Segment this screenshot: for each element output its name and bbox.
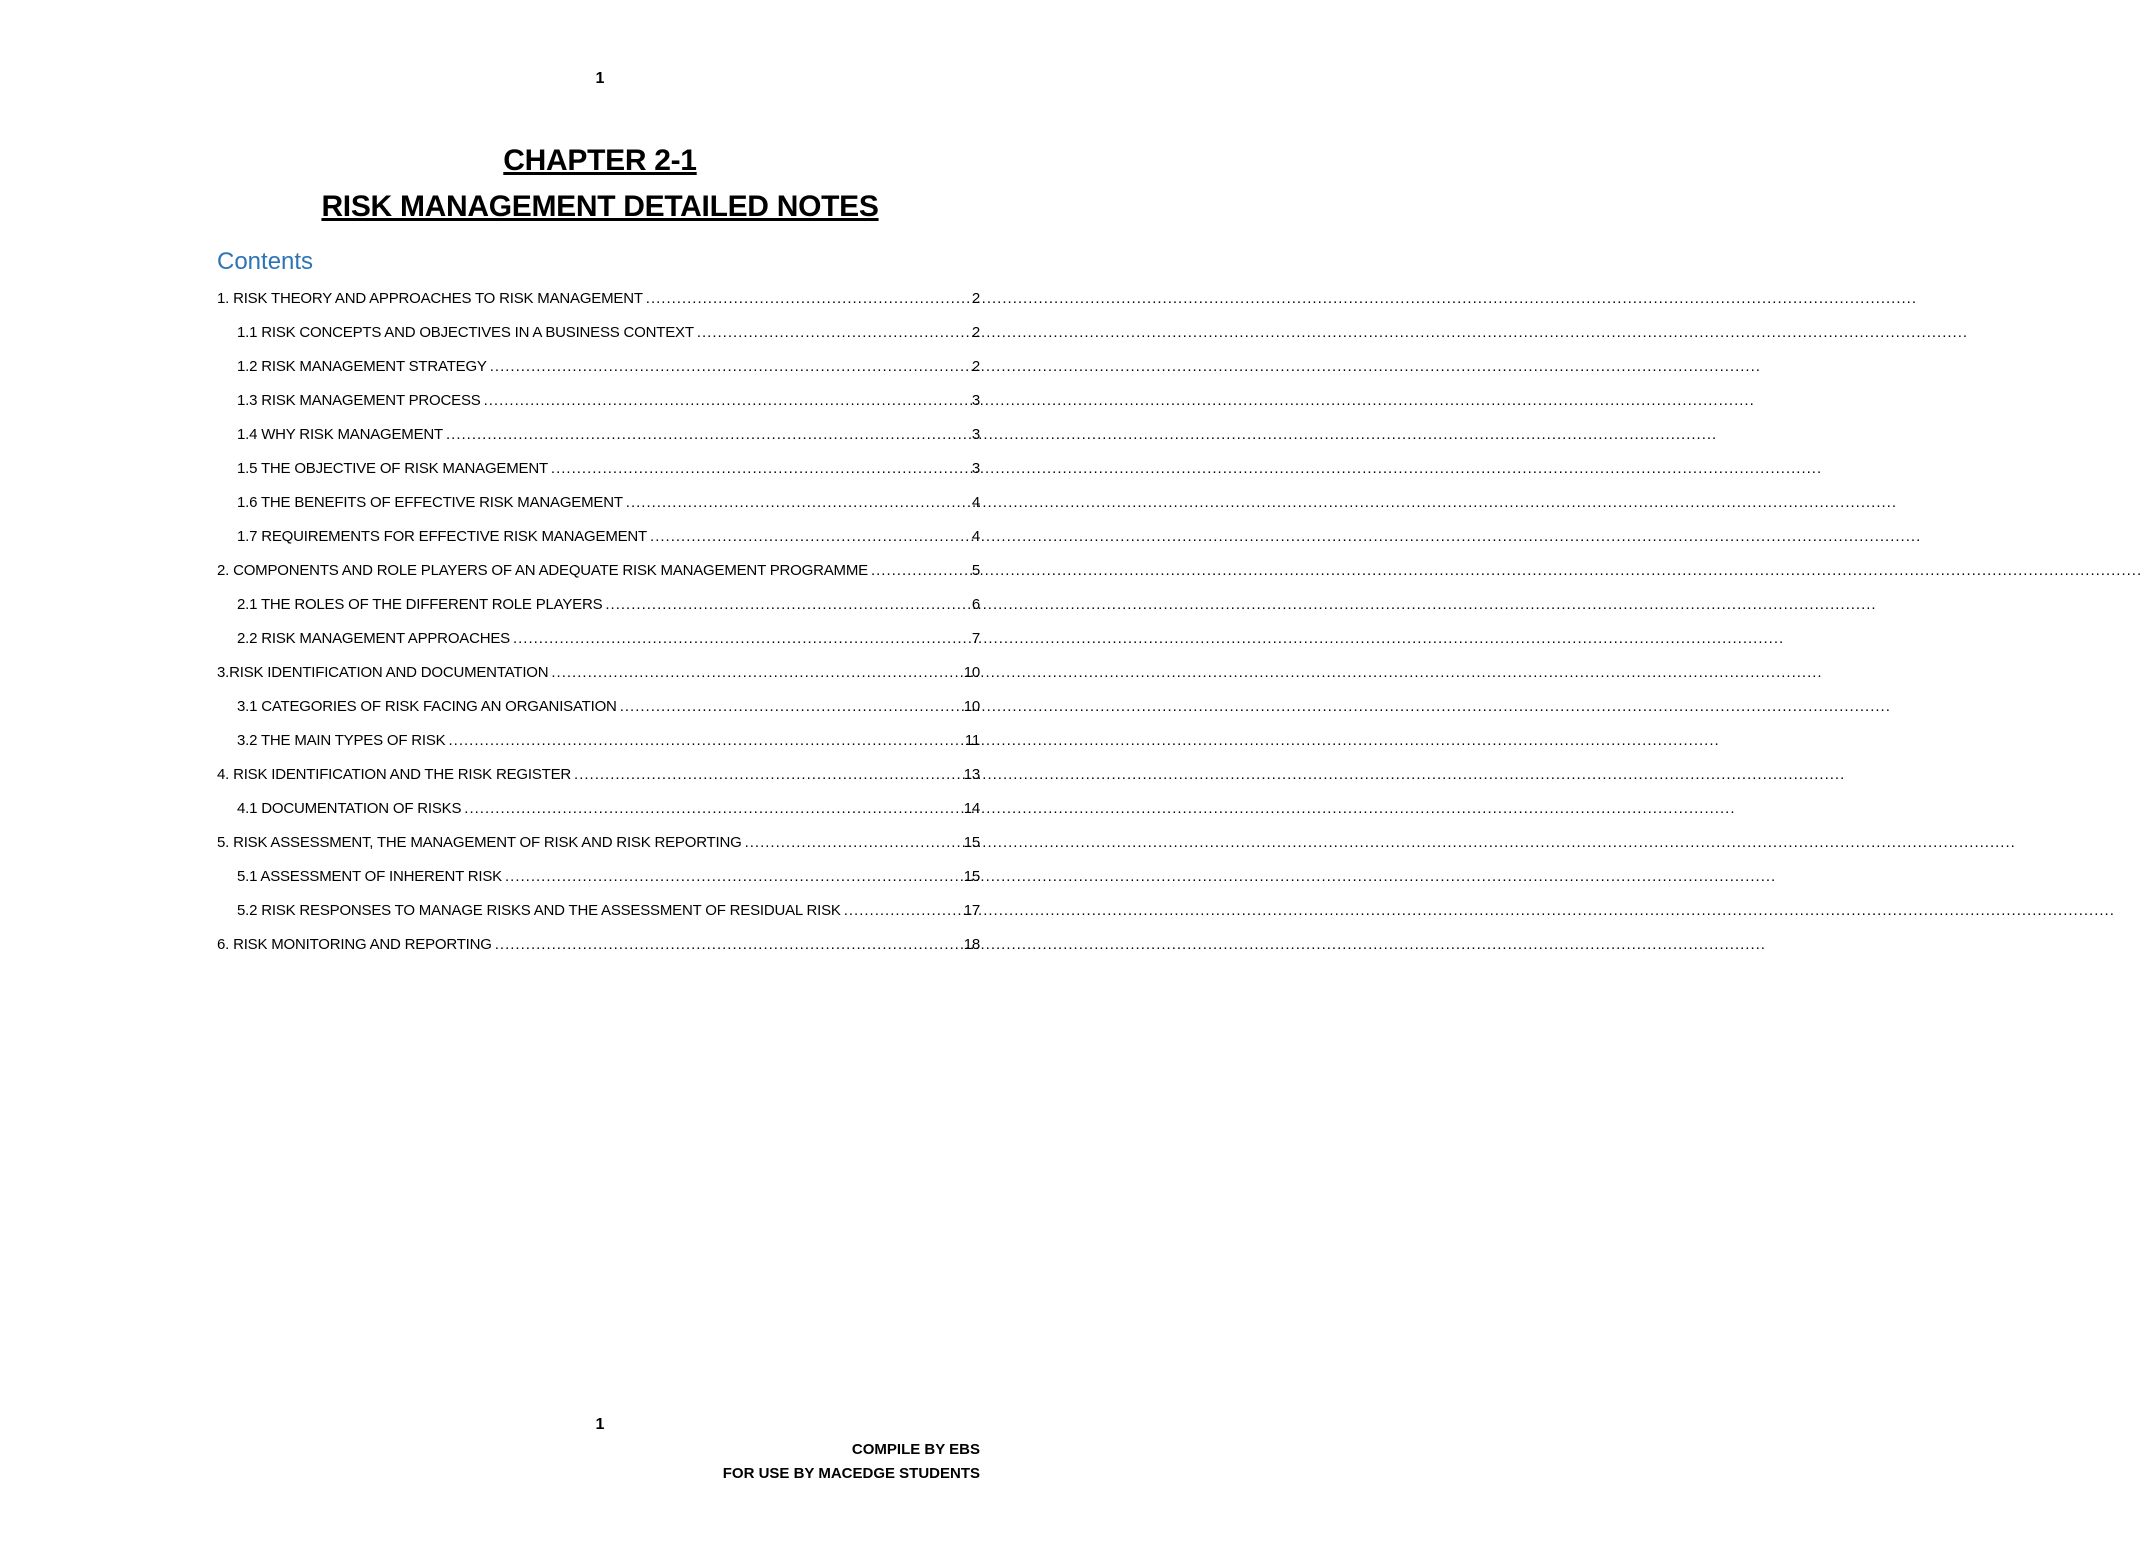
- toc-entry[interactable]: [217, 418, 980, 452]
- toc-entry-page: 17: [963, 902, 980, 919]
- toc-entry-title: 4. RISK IDENTIFICATION AND THE RISK REGISTER: [217, 766, 572, 783]
- toc-dot-leader: [446, 418, 969, 452]
- toc-entry-title: 4.1 DOCUMENTATION OF RISKS: [237, 800, 462, 817]
- toc-dot-leader: [871, 554, 969, 588]
- footer-compiler: COMPILE BY EBS: [851, 1441, 980, 1458]
- toc-dot-leader: [697, 316, 969, 350]
- toc-dot-leader: [551, 452, 969, 486]
- toc-entry-title: 6. RISK MONITORING AND REPORTING: [217, 936, 492, 953]
- toc-entry-page: 10: [963, 698, 980, 715]
- toc-dot-leader: [495, 928, 961, 962]
- toc-entry-title: 1.7 REQUIREMENTS FOR EFFECTIVE RISK MANAGEMENT: [237, 528, 648, 545]
- document-title: [0, 138, 1200, 230]
- toc-entry-page: 14: [963, 800, 980, 817]
- contents-heading: Contents: [217, 248, 314, 275]
- toc-dot-leader: [464, 792, 960, 826]
- toc-entry[interactable]: [217, 588, 980, 622]
- toc-entry-page: 6: [971, 596, 980, 613]
- toc-entry[interactable]: [217, 860, 980, 894]
- toc-entry-title: 1.2 RISK MANAGEMENT STRATEGY: [237, 358, 487, 375]
- toc-entry-page: 3: [971, 460, 980, 477]
- toc-entry-title: 5.2 RISK RESPONSES TO MANAGE RISKS AND THE ASSESSMENT OF RESIDUAL RISK: [237, 902, 841, 919]
- document-subtitle: RISK MANAGEMENT DETAILED NOTES: [321, 190, 879, 223]
- toc-entry[interactable]: [217, 724, 980, 758]
- toc-entry[interactable]: [217, 384, 980, 418]
- toc-entry-page: 3: [971, 426, 980, 443]
- toc-dot-leader: [620, 690, 961, 724]
- toc-entry-page: 4: [971, 528, 980, 545]
- toc-entry-title: 2.1 THE ROLES OF THE DIFFERENT ROLE PLAYERS: [237, 596, 603, 613]
- toc-entry[interactable]: [217, 350, 980, 384]
- toc-dot-leader: [513, 622, 969, 656]
- toc-entry[interactable]: [217, 826, 980, 860]
- toc-entry-page: 5: [971, 562, 980, 579]
- toc-dot-leader: [551, 656, 960, 690]
- toc-entry-page: 2: [971, 324, 980, 341]
- toc-entry-title: 3.RISK IDENTIFICATION AND DOCUMENTATION: [217, 664, 549, 681]
- header-page-number: 1: [595, 70, 605, 87]
- toc-dot-leader: [650, 520, 969, 554]
- table-of-contents: [217, 282, 980, 962]
- toc-entry[interactable]: [217, 792, 980, 826]
- footer-audience: FOR USE BY MACEDGE STUDENTS: [722, 1465, 980, 1482]
- toc-entry-page: 18: [963, 936, 980, 953]
- toc-entry-title: 1.5 THE OBJECTIVE OF RISK MANAGEMENT: [237, 460, 548, 477]
- toc-entry[interactable]: [217, 316, 980, 350]
- toc-entry-title: 3.2 THE MAIN TYPES OF RISK: [237, 732, 446, 749]
- toc-entry[interactable]: [217, 520, 980, 554]
- toc-entry-page: 4: [971, 494, 980, 511]
- toc-entry-page: 2: [971, 358, 980, 375]
- toc-dot-leader: [448, 724, 961, 758]
- toc-entry-page: 15: [963, 868, 980, 885]
- footer-page-number: 1: [595, 1416, 605, 1433]
- toc-dot-leader: [646, 282, 969, 316]
- toc-entry-title: 3.1 CATEGORIES OF RISK FACING AN ORGANISATION: [237, 698, 617, 715]
- toc-entry-page: 11: [964, 732, 980, 749]
- toc-dot-leader: [745, 826, 961, 860]
- toc-entry-page: 10: [963, 664, 980, 681]
- toc-entry-title: 1.6 THE BENEFITS OF EFFECTIVE RISK MANAGEMENT: [237, 494, 623, 511]
- toc-entry[interactable]: [217, 656, 980, 690]
- toc-entry[interactable]: [217, 758, 980, 792]
- chapter-title: CHAPTER 2-1: [503, 144, 697, 177]
- toc-entry[interactable]: [217, 690, 980, 724]
- toc-entry[interactable]: [217, 622, 980, 656]
- toc-entry-title: 1. RISK THEORY AND APPROACHES TO RISK MANAGEMENT: [217, 290, 643, 307]
- footer: [723, 1438, 980, 1486]
- toc-dot-leader: [484, 384, 969, 418]
- toc-entry-title: 1.1 RISK CONCEPTS AND OBJECTIVES IN A BUSINESS CONTEXT: [237, 324, 694, 341]
- toc-entry-page: 2: [971, 290, 980, 307]
- toc-entry-page: 15: [963, 834, 980, 851]
- toc-dot-leader: [574, 758, 961, 792]
- toc-entry-page: 3: [971, 392, 980, 409]
- toc-dot-leader: [844, 894, 961, 928]
- toc-entry-title: 1.3 RISK MANAGEMENT PROCESS: [237, 392, 481, 409]
- toc-entry-page: 13: [963, 766, 980, 783]
- toc-dot-leader: [605, 588, 968, 622]
- toc-entry-page: 7: [971, 630, 980, 647]
- toc-entry-title: 1.4 WHY RISK MANAGEMENT: [237, 426, 443, 443]
- toc-dot-leader: [626, 486, 969, 520]
- toc-dot-leader: [505, 860, 961, 894]
- toc-entry[interactable]: [217, 486, 980, 520]
- toc-entry-title: 2. COMPONENTS AND ROLE PLAYERS OF AN ADEQUATE RISK MANAGEMENT PROGRAMME: [217, 562, 868, 579]
- toc-dot-leader: [490, 350, 969, 384]
- toc-entry[interactable]: [217, 928, 980, 962]
- toc-entry[interactable]: [217, 452, 980, 486]
- toc-entry[interactable]: [217, 282, 980, 316]
- toc-entry[interactable]: [217, 894, 980, 928]
- toc-entry-title: 5.1 ASSESSMENT OF INHERENT RISK: [237, 868, 502, 885]
- toc-entry-title: 2.2 RISK MANAGEMENT APPROACHES: [237, 630, 510, 647]
- toc-entry[interactable]: [217, 554, 980, 588]
- toc-entry-title: 5. RISK ASSESSMENT, THE MANAGEMENT OF RISK AND RISK REPORTING: [217, 834, 742, 851]
